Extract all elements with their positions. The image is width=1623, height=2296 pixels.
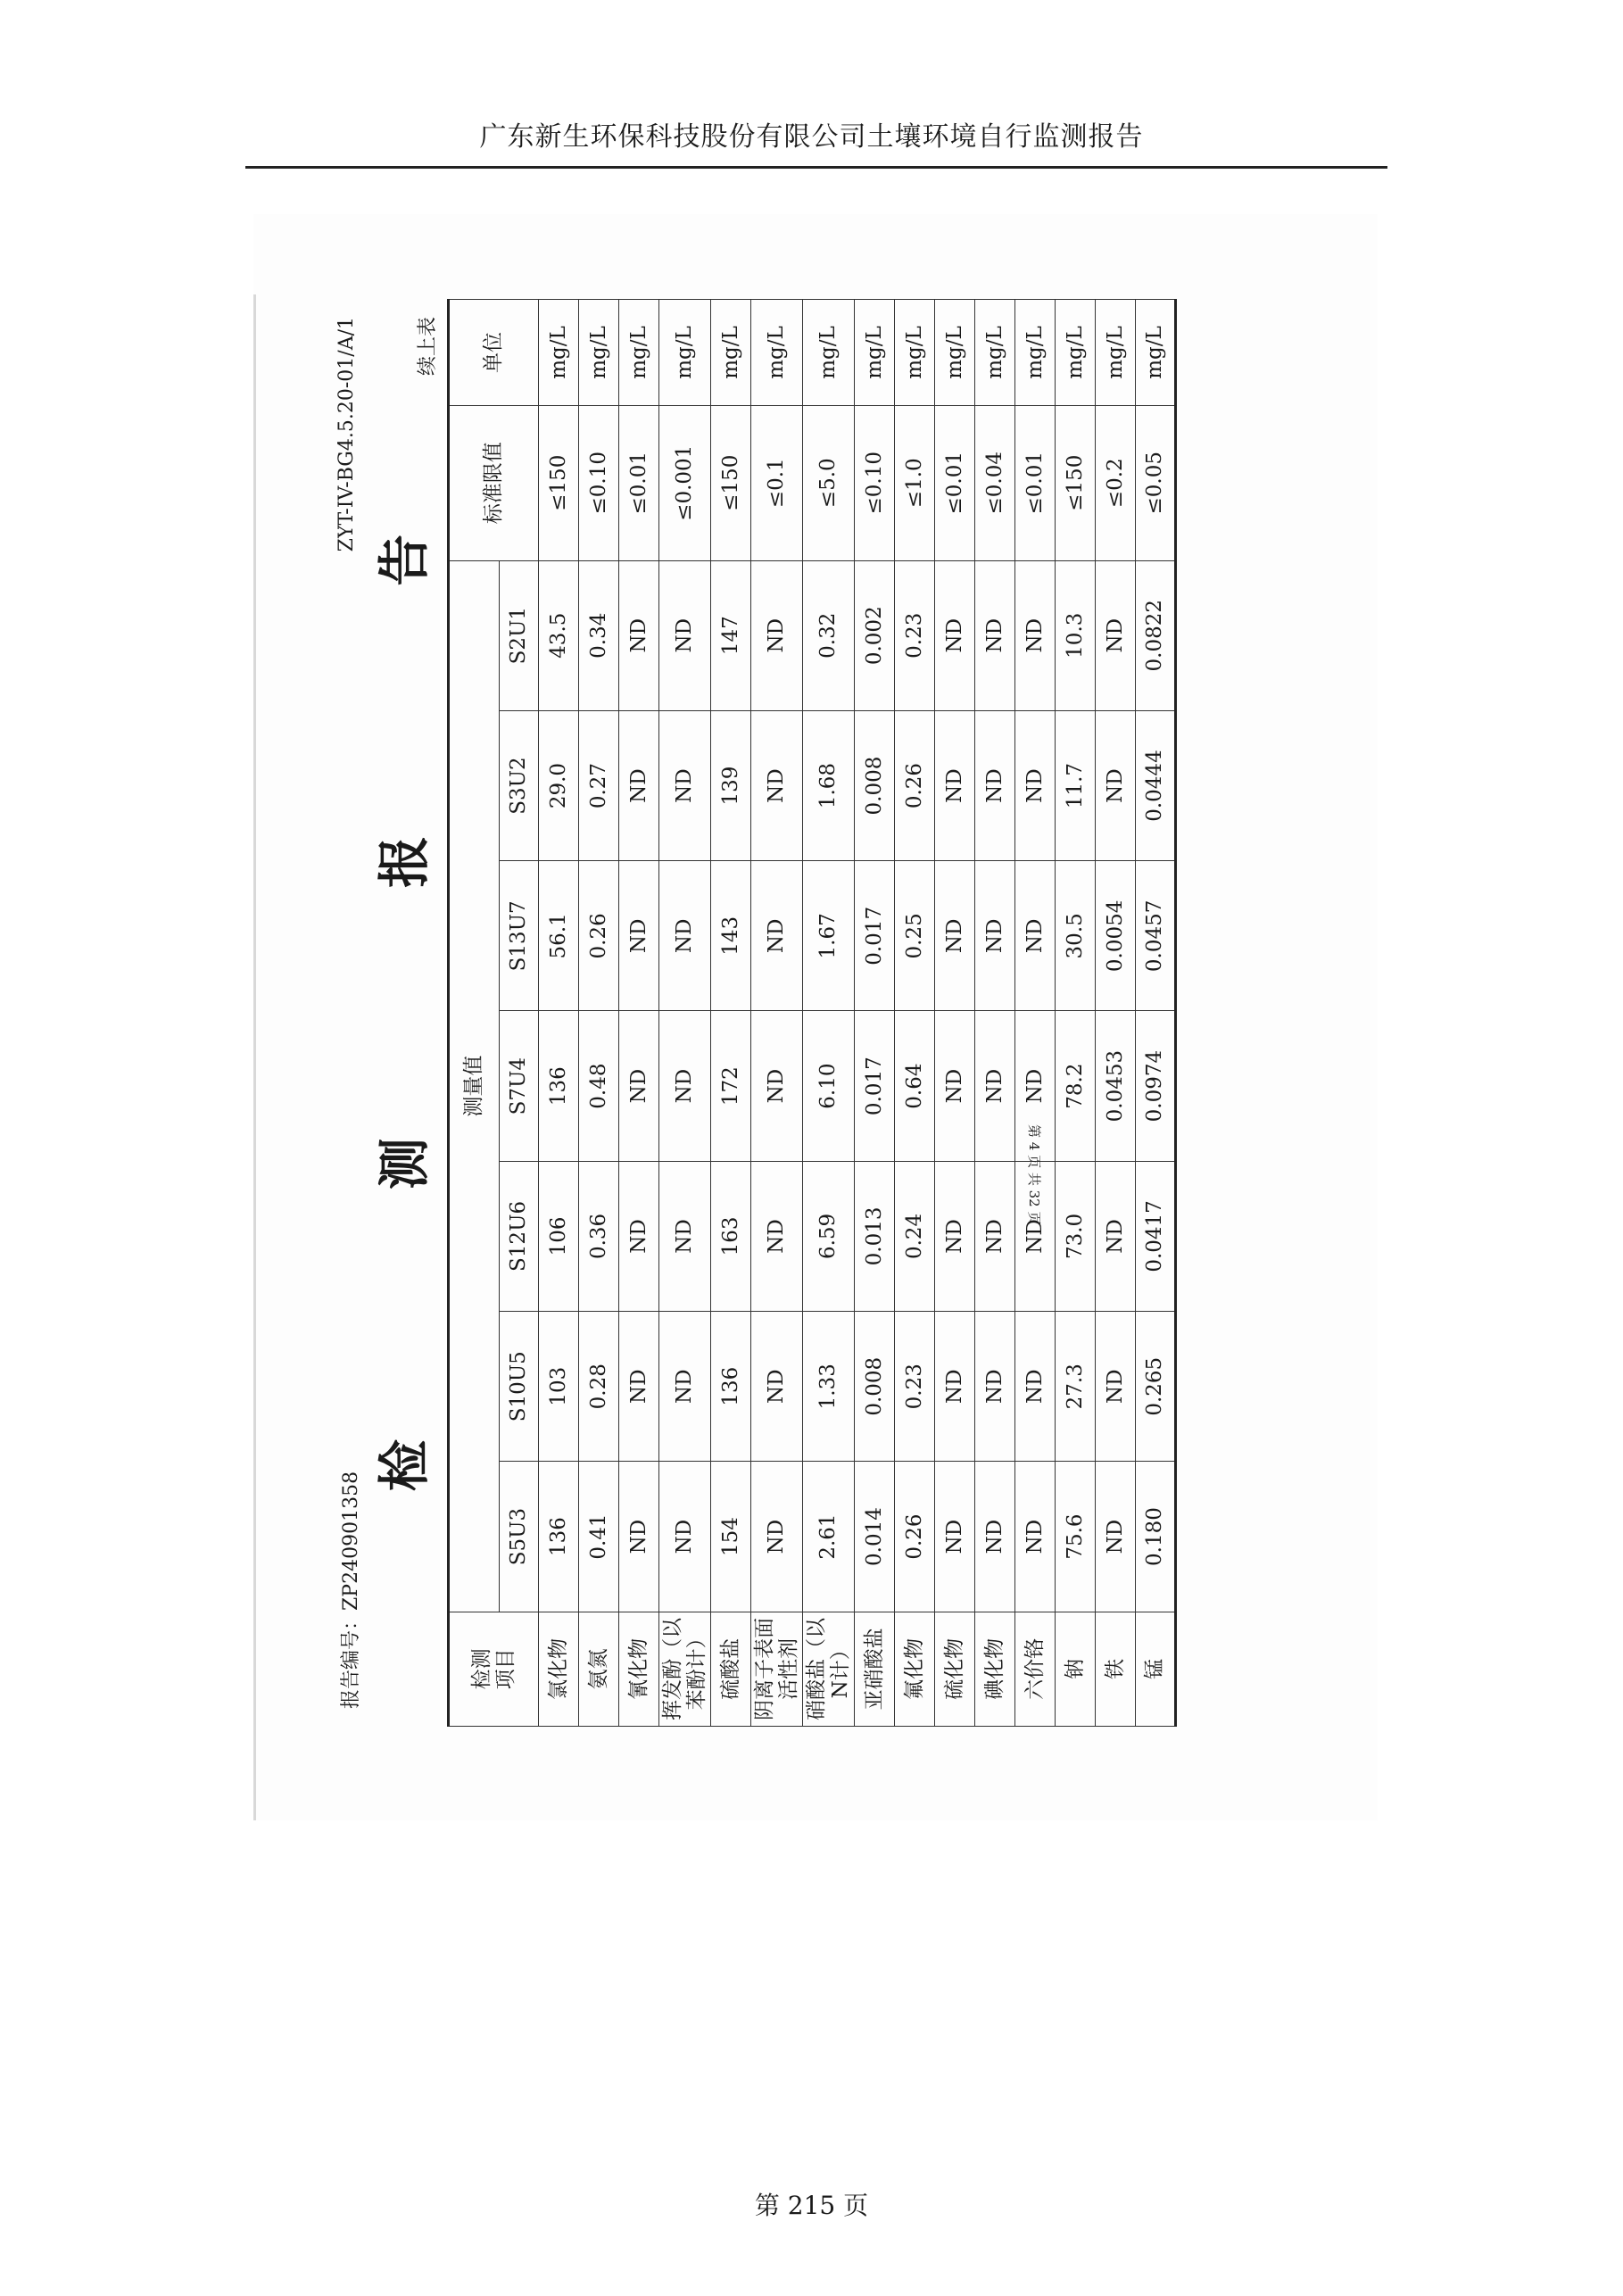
standard-cell: ≤0.05 bbox=[1136, 405, 1176, 560]
table-row bbox=[619, 300, 659, 1727]
value-cell: ND bbox=[659, 861, 711, 1011]
value-cell: 0.26 bbox=[895, 710, 935, 860]
value-cell: 6.10 bbox=[803, 1011, 855, 1161]
rotated-report bbox=[335, 299, 1174, 1727]
value-cell: 30.5 bbox=[1056, 861, 1096, 1011]
value-cell: 0.26 bbox=[579, 861, 619, 1011]
value-cell: 103 bbox=[539, 1312, 579, 1462]
value-cell: 136 bbox=[539, 1462, 579, 1612]
value-cell: 0.23 bbox=[895, 560, 935, 710]
sample-header: S2U1 bbox=[500, 560, 539, 710]
value-cell: ND bbox=[975, 560, 1015, 710]
item-cell: 阴离子表面活性剂 bbox=[751, 1612, 803, 1726]
item-cell: 钠 bbox=[1056, 1612, 1096, 1726]
value-cell: ND bbox=[975, 1312, 1015, 1462]
value-cell: 106 bbox=[539, 1161, 579, 1311]
value-cell: 147 bbox=[711, 560, 751, 710]
value-cell: ND bbox=[975, 710, 1015, 860]
value-cell: 0.28 bbox=[579, 1312, 619, 1462]
sample-header: S12U6 bbox=[500, 1161, 539, 1311]
unit-cell: mg/L bbox=[539, 300, 579, 406]
value-cell: ND bbox=[659, 1312, 711, 1462]
value-cell: ND bbox=[659, 1011, 711, 1161]
value-cell: ND bbox=[1015, 1161, 1056, 1311]
table-row bbox=[803, 300, 855, 1727]
form-code: ZYT-IV-BG4.5.20-01/A/1 bbox=[335, 317, 358, 552]
value-cell: 0.64 bbox=[895, 1011, 935, 1161]
value-cell: ND bbox=[619, 1161, 659, 1311]
value-cell: ND bbox=[751, 710, 803, 860]
value-cell: 0.0417 bbox=[1136, 1161, 1176, 1311]
unit-cell: mg/L bbox=[935, 300, 975, 406]
value-cell: ND bbox=[751, 1462, 803, 1612]
value-cell: 0.013 bbox=[855, 1161, 895, 1311]
value-cell: ND bbox=[1015, 861, 1056, 1011]
value-cell: 0.0457 bbox=[1136, 861, 1176, 1011]
value-cell: ND bbox=[659, 1462, 711, 1612]
value-cell: ND bbox=[1015, 1462, 1056, 1612]
item-cell: 氟化物 bbox=[895, 1612, 935, 1726]
value-cell: 1.67 bbox=[803, 861, 855, 1011]
value-cell: ND bbox=[659, 560, 711, 710]
value-cell: ND bbox=[1096, 560, 1136, 710]
item-cell: 硫化物 bbox=[935, 1612, 975, 1726]
value-cell: 1.68 bbox=[803, 710, 855, 860]
value-cell: ND bbox=[619, 1462, 659, 1612]
value-cell: ND bbox=[975, 1462, 1015, 1612]
value-cell: ND bbox=[619, 1312, 659, 1462]
value-cell: ND bbox=[1096, 1161, 1136, 1311]
table-row bbox=[895, 300, 935, 1727]
value-cell: 0.27 bbox=[579, 710, 619, 860]
value-cell: 0.26 bbox=[895, 1462, 935, 1612]
value-cell: 0.0974 bbox=[1136, 1011, 1176, 1161]
standard-cell: ≤5.0 bbox=[803, 405, 855, 560]
unit-cell: mg/L bbox=[1136, 300, 1176, 406]
value-cell: 0.008 bbox=[855, 710, 895, 860]
unit-cell: mg/L bbox=[579, 300, 619, 406]
table-row bbox=[855, 300, 895, 1727]
unit-cell: mg/L bbox=[659, 300, 711, 406]
standard-cell: ≤0.01 bbox=[619, 405, 659, 560]
value-cell: ND bbox=[1096, 1462, 1136, 1612]
unit-cell: mg/L bbox=[1015, 300, 1056, 406]
value-cell: 0.0444 bbox=[1136, 710, 1176, 860]
standard-cell: ≤0.1 bbox=[751, 405, 803, 560]
table-row bbox=[539, 300, 579, 1727]
unit-cell: mg/L bbox=[1096, 300, 1136, 406]
standard-cell: ≤150 bbox=[1056, 405, 1096, 560]
value-cell: 136 bbox=[539, 1011, 579, 1161]
value-cell: 0.24 bbox=[895, 1161, 935, 1311]
standard-cell: ≤0.01 bbox=[935, 405, 975, 560]
value-cell: 154 bbox=[711, 1462, 751, 1612]
standard-cell: ≤0.01 bbox=[1015, 405, 1056, 560]
inner-page-number: 第 4 页 共 32 页 bbox=[1026, 1124, 1042, 1225]
value-cell: 0.008 bbox=[855, 1312, 895, 1462]
item-cell: 挥发酚（以苯酚计） bbox=[659, 1612, 711, 1726]
page-header: 广东新生环保科技股份有限公司土壤环境自行监测报告 bbox=[479, 121, 1144, 153]
value-cell: ND bbox=[1096, 710, 1136, 860]
scan-edge bbox=[253, 294, 256, 1820]
standard-cell: ≤0.001 bbox=[659, 405, 711, 560]
standard-cell: ≤0.2 bbox=[1096, 405, 1136, 560]
value-cell: 0.002 bbox=[855, 560, 895, 710]
sample-header: S7U4 bbox=[500, 1011, 539, 1161]
item-cell: 碘化物 bbox=[975, 1612, 1015, 1726]
value-cell: ND bbox=[619, 1011, 659, 1161]
table-row bbox=[659, 300, 711, 1727]
value-cell: ND bbox=[619, 560, 659, 710]
unit-cell: mg/L bbox=[751, 300, 803, 406]
value-cell: 0.180 bbox=[1136, 1462, 1176, 1612]
value-cell: ND bbox=[619, 861, 659, 1011]
value-cell: 0.0453 bbox=[1096, 1011, 1136, 1161]
value-cell: 172 bbox=[711, 1011, 751, 1161]
value-cell: 29.0 bbox=[539, 710, 579, 860]
value-cell: 0.017 bbox=[855, 861, 895, 1011]
value-cell: ND bbox=[1015, 1011, 1056, 1161]
value-cell: ND bbox=[1096, 1312, 1136, 1462]
unit-cell: mg/L bbox=[855, 300, 895, 406]
value-cell: ND bbox=[935, 861, 975, 1011]
header-rule bbox=[245, 166, 1387, 169]
value-cell: ND bbox=[935, 1161, 975, 1311]
value-cell: 27.3 bbox=[1056, 1312, 1096, 1462]
unit-cell: mg/L bbox=[975, 300, 1015, 406]
value-cell: ND bbox=[751, 1161, 803, 1311]
continued-label: 续上表 bbox=[417, 317, 439, 377]
item-cell: 六价铬 bbox=[1015, 1612, 1056, 1726]
value-cell: 43.5 bbox=[539, 560, 579, 710]
value-cell: ND bbox=[751, 560, 803, 710]
value-cell: 0.0054 bbox=[1096, 861, 1136, 1011]
report-title: 检 测 报 告 bbox=[374, 418, 435, 1492]
value-cell: 78.2 bbox=[1056, 1011, 1096, 1161]
value-cell: ND bbox=[935, 710, 975, 860]
item-cell: 硝酸盐（以N计） bbox=[803, 1612, 855, 1726]
table-row bbox=[711, 300, 751, 1727]
standard-cell: ≤150 bbox=[539, 405, 579, 560]
table-row bbox=[1096, 300, 1136, 1727]
sample-header: S13U7 bbox=[500, 861, 539, 1011]
item-header: 检测 项目 bbox=[449, 1612, 539, 1726]
standard-cell: ≤0.10 bbox=[579, 405, 619, 560]
value-cell: ND bbox=[751, 1011, 803, 1161]
unit-cell: mg/L bbox=[803, 300, 855, 406]
value-cell: 0.36 bbox=[579, 1161, 619, 1311]
value-cell: 143 bbox=[711, 861, 751, 1011]
unit-header: 单位 bbox=[449, 300, 539, 406]
table-row bbox=[1015, 300, 1056, 1727]
value-cell: ND bbox=[935, 1011, 975, 1161]
value-cell: 163 bbox=[711, 1161, 751, 1311]
unit-cell: mg/L bbox=[711, 300, 751, 406]
value-cell: 2.61 bbox=[803, 1462, 855, 1612]
table-row bbox=[579, 300, 619, 1727]
standard-cell: ≤0.04 bbox=[975, 405, 1015, 560]
value-cell: 75.6 bbox=[1056, 1462, 1096, 1612]
value-cell: ND bbox=[935, 560, 975, 710]
value-cell: ND bbox=[751, 1312, 803, 1462]
item-cell: 硫酸盐 bbox=[711, 1612, 751, 1726]
value-cell: ND bbox=[1015, 710, 1056, 860]
standard-header: 标准限值 bbox=[449, 405, 539, 560]
item-cell: 铁 bbox=[1096, 1612, 1136, 1726]
value-cell: 6.59 bbox=[803, 1161, 855, 1311]
value-cell: 0.25 bbox=[895, 861, 935, 1011]
value-cell: ND bbox=[659, 710, 711, 860]
standard-cell: ≤150 bbox=[711, 405, 751, 560]
sample-header: S3U2 bbox=[500, 710, 539, 860]
sample-header: S5U3 bbox=[500, 1462, 539, 1612]
table-row bbox=[975, 300, 1015, 1727]
value-cell: 139 bbox=[711, 710, 751, 860]
item-cell: 氯化物 bbox=[539, 1612, 579, 1726]
page-number: 第 215 页 bbox=[754, 2191, 869, 2220]
unit-cell: mg/L bbox=[1056, 300, 1096, 406]
table-row bbox=[1136, 300, 1176, 1727]
table-row bbox=[1056, 300, 1096, 1727]
report-number: 报告编号：ZP240901358 bbox=[340, 1471, 362, 1709]
value-cell: 73.0 bbox=[1056, 1161, 1096, 1311]
unit-cell: mg/L bbox=[895, 300, 935, 406]
value-cell: ND bbox=[659, 1161, 711, 1311]
value-cell: 0.48 bbox=[579, 1011, 619, 1161]
value-cell: ND bbox=[619, 710, 659, 860]
value-cell: 1.33 bbox=[803, 1312, 855, 1462]
value-cell: 0.017 bbox=[855, 1011, 895, 1161]
measured-header: 测量值 bbox=[449, 560, 500, 1612]
value-cell: ND bbox=[935, 1462, 975, 1612]
sample-header: S10U5 bbox=[500, 1312, 539, 1462]
value-cell: 0.0822 bbox=[1136, 560, 1176, 710]
value-cell: 0.41 bbox=[579, 1462, 619, 1612]
value-cell: 11.7 bbox=[1056, 710, 1096, 860]
value-cell: 0.34 bbox=[579, 560, 619, 710]
value-cell: 0.23 bbox=[895, 1312, 935, 1462]
value-cell: ND bbox=[1015, 560, 1056, 710]
unit-cell: mg/L bbox=[619, 300, 659, 406]
table-row bbox=[751, 300, 803, 1727]
value-cell: ND bbox=[975, 1161, 1015, 1311]
value-cell: 10.3 bbox=[1056, 560, 1096, 710]
item-cell: 氨氮 bbox=[579, 1612, 619, 1726]
value-cell: 56.1 bbox=[539, 861, 579, 1011]
item-cell: 氰化物 bbox=[619, 1612, 659, 1726]
value-cell: ND bbox=[1015, 1312, 1056, 1462]
item-cell: 锰 bbox=[1136, 1612, 1176, 1726]
item-cell: 亚硝酸盐 bbox=[855, 1612, 895, 1726]
value-cell: 136 bbox=[711, 1312, 751, 1462]
value-cell: ND bbox=[975, 861, 1015, 1011]
value-cell: ND bbox=[935, 1312, 975, 1462]
value-cell: 0.265 bbox=[1136, 1312, 1176, 1462]
table-row bbox=[935, 300, 975, 1727]
results-table bbox=[447, 299, 1177, 1727]
standard-cell: ≤0.10 bbox=[855, 405, 895, 560]
value-cell: ND bbox=[975, 1011, 1015, 1161]
value-cell: 0.32 bbox=[803, 560, 855, 710]
standard-cell: ≤1.0 bbox=[895, 405, 935, 560]
value-cell: 0.014 bbox=[855, 1462, 895, 1612]
value-cell: ND bbox=[751, 861, 803, 1011]
